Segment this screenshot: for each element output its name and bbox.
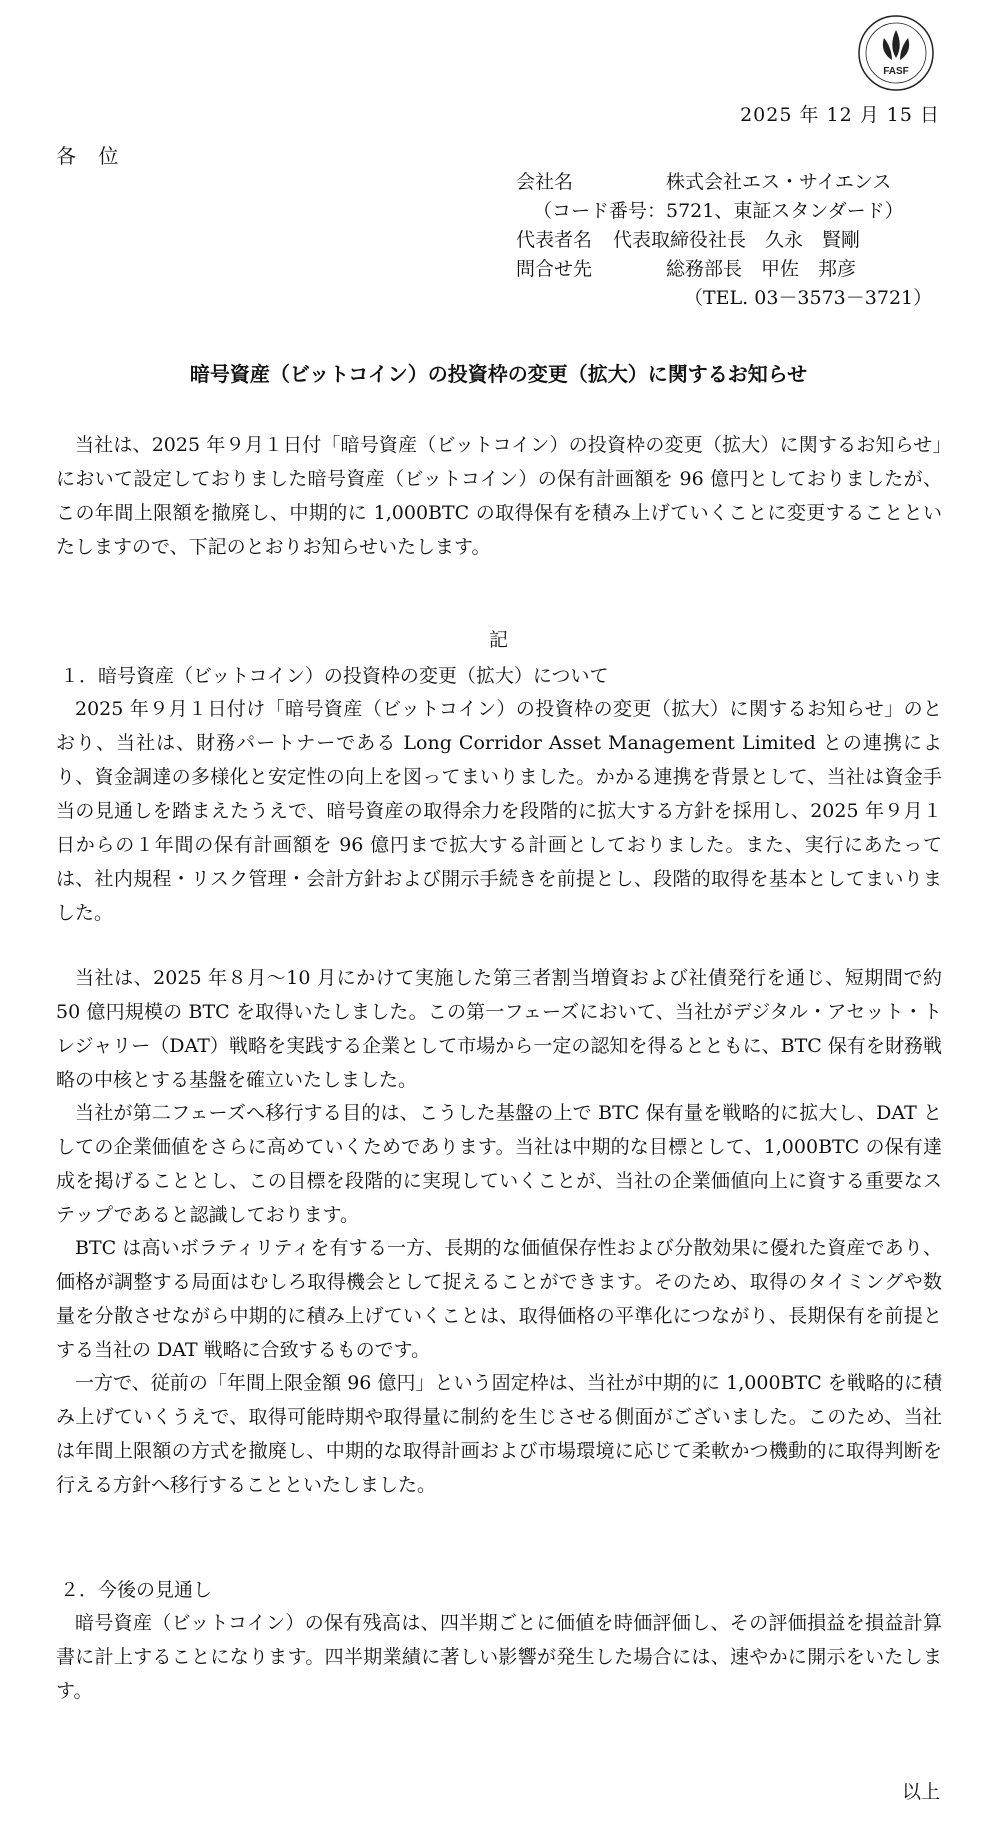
company-info-block	[516, 168, 946, 313]
section-1-paragraph-5: 一方で、従前の「年間上限金額 96 億円」という固定枠は、当社が中期的に 1,000BTC を戦略的に積み上げていくうえで、取得可能時期や取得量に制約を生じさせる側面がございました。このため、当社は年間上限額の方式を撤廃し、中期的な取得計画および市場環境に応じて柔軟かつ機動的に取得判断を行える方針へ移行することといたしました。	[56, 1372, 942, 1496]
fasf-seal-logo	[857, 14, 935, 92]
section-1-paragraph-4: BTC は高いボラティリティを有する一方、長期的な価値保存性および分散効果に優れた資産であり、価格が調整する局面はむしろ取得機会として捉えることができます。そのため、取得のタイミングや数量を分散させながら中期的に積み上げていくことは、取得価格の平準化につながり、長期保有を前提とする当社の DAT 戦略に合致するものです。	[56, 1237, 942, 1361]
section-1-paragraph-1: 2025 年９月１日付け「暗号資産（ビットコイン）の投資枠の変更（拡大）に関するお知らせ」のとおり、当社は、財務パートナーである Long Corridor Asset Management Limited との連携により、資金調達の多様化と安定性の向上を図ってまいりました。かかる連携を背景として、当社は資金手当の見通しを踏まえたうえで、暗号資産の取得余力を段階的に拡大する方針を採用し、2025 年９月１日からの１年間の保有計画額を 96 億円まで拡大する計画としておりました。また、実行にあたっては、社内規程・リスク管理・会計方針および開示手続きを前提とし、段階的取得を基本としてまいりました。	[56, 698, 942, 924]
section-1-paragraph-2: 当社は、2025 年８月～10 月にかけて実施した第三者割当増資および社債発行を通じ、短期間で約 50 億円規模の BTC を取得いたしました。この第一フェーズにおいて、当社がデジタル・アセット・トレジャリー（DAT）戦略を実践する企業として市場から一定の認知を得るとともに、BTC 保有を財務戦略の中核とする基盤を確立いたしました。	[56, 967, 942, 1091]
contact-value: 総務部長 甲佐 邦彦	[666, 258, 857, 280]
contact-row	[516, 255, 946, 284]
issue-date: 2025 年 12 月 15 日	[740, 104, 940, 126]
document-title: 暗号資産（ビットコイン）の投資枠の変更（拡大）に関するお知らせ	[189, 362, 808, 386]
company-name-row	[516, 168, 946, 197]
section-2-heading: ２．今後の見通し	[60, 1579, 213, 1601]
company-name-value: 株式会社エス・サイエンス	[666, 171, 892, 193]
company-name-label: 会社名	[516, 171, 574, 193]
contact-tel: （TEL. 03－3573－3721）	[684, 287, 933, 309]
contact-label: 問合せ先	[516, 258, 593, 280]
representative-value: 代表取締役社長 久永 賢剛	[613, 229, 861, 251]
company-code-line: （コード番号：5721、東証スタンダード）	[533, 200, 904, 222]
ki-marker: 記	[488, 629, 508, 651]
representative-row	[516, 226, 946, 255]
closing-mark: 以上	[901, 1781, 940, 1803]
representative-label: 代表者名	[516, 229, 593, 251]
intro-paragraph: 当社は、2025 年９月１日付「暗号資産（ビットコイン）の投資枠の変更（拡大）に関するお知らせ」において設定しておりました暗号資産（ビットコイン）の保有計画額を 96 億円としておりましたが、この年間上限額を撤廃し、中期的に 1,000BTC の取得保有を積み上げていくことに変更することといたしますので、下記のとおりお知らせいたします。	[56, 434, 942, 558]
section-1-paragraph-3: 当社が第二フェーズへ移行する目的は、こうした基盤の上で BTC 保有量を戦略的に拡大し、DAT としての企業価値をさらに高めていくためであります。当社は中期的な目標として、1,000BTC の保有達成を掲げることとし、この目標を段階的に実現していくことが、当社の企業価値向上に資する重要なステップであると認識しております。	[56, 1102, 942, 1226]
addressee: 各 位	[56, 144, 127, 168]
section-2-paragraph-1: 暗号資産（ビットコイン）の保有残高は、四半期ごとに価値を時価評価し、その評価損益を損益計算書に計上することになります。四半期業績に著しい影響が発生した場合には、速やかに開示をいたします。	[56, 1612, 942, 1702]
seal-fasf-text: FASF	[883, 66, 909, 77]
section-1-heading: １．暗号資産（ビットコイン）の投資枠の変更（拡大）について	[60, 665, 609, 687]
